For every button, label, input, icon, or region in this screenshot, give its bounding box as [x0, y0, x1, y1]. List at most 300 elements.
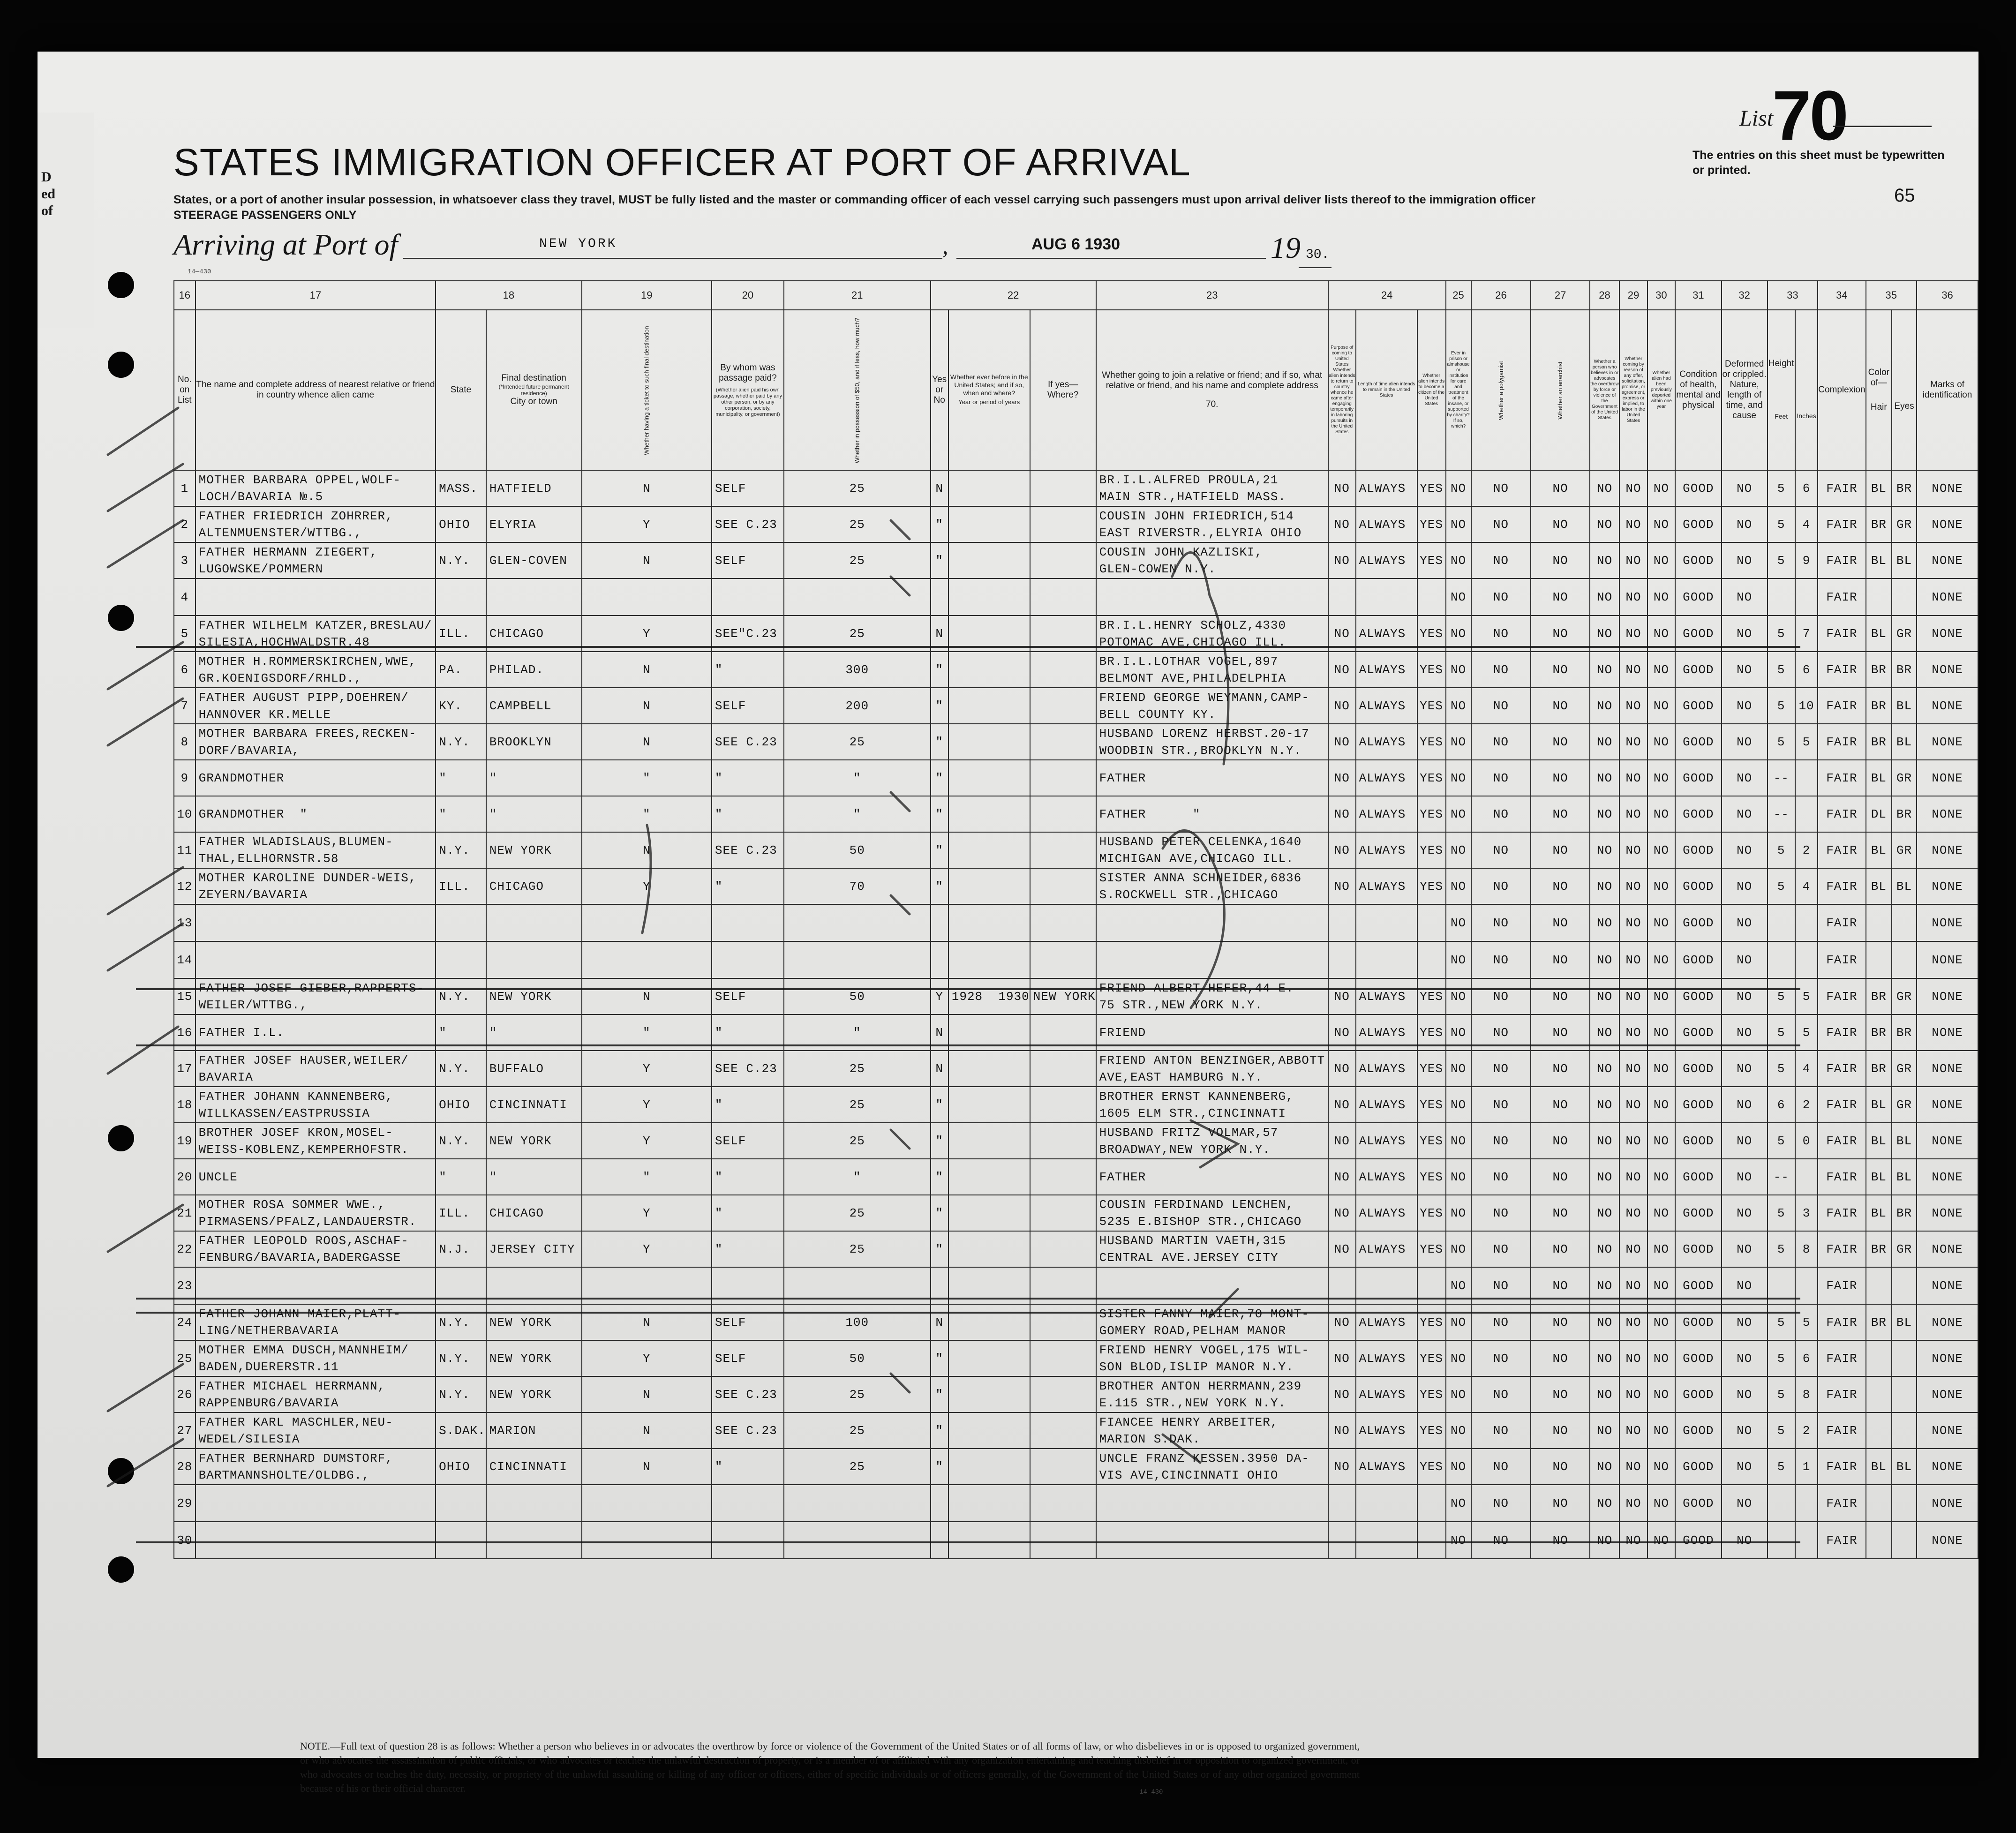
cell-no: 28 [174, 1449, 196, 1485]
header-final-destination: Final destination [501, 373, 566, 383]
cell-p-b [1356, 941, 1417, 978]
cell-ticket: N [582, 542, 712, 578]
cell-marks: NONE [1917, 470, 1978, 506]
cell-money: " [784, 760, 931, 796]
cell-feet: 5 [1768, 868, 1795, 904]
cell-ticket: Y [582, 1087, 712, 1123]
cell-p-a: NO [1328, 1159, 1356, 1195]
colnum: 35 [1866, 281, 1917, 310]
cell-q26: NO [1471, 1051, 1531, 1087]
cell-state [436, 941, 486, 978]
cell-deformed: NO [1722, 724, 1768, 760]
cell-paid [712, 578, 784, 616]
cell-p-c [1417, 904, 1446, 941]
cell-q28: NO [1590, 1231, 1619, 1267]
cell-q25: NO [1446, 941, 1471, 978]
cell-p-b: ALWAYS [1356, 796, 1417, 832]
cell-inches: 5 [1795, 724, 1818, 760]
cell-deformed: NO [1722, 1123, 1768, 1159]
cell-line: LOCH/BAVARIA №.5 [198, 489, 323, 504]
cell-marks: NONE [1917, 1340, 1978, 1376]
cell-p-c [1417, 1485, 1446, 1522]
cell-line: MAIN STR.,HATFIELD MASS. [1099, 489, 1286, 504]
cell-relative-abroad [196, 978, 436, 1014]
cell-inches [1795, 760, 1818, 796]
cell-ticket: " [582, 760, 712, 796]
cell-paid: SELF [712, 1340, 784, 1376]
header-passage-paid [712, 310, 784, 470]
cell-line: MOTHER ROSA SOMMER WWE., [198, 1197, 386, 1212]
cell-paid: " [712, 652, 784, 688]
cell-period [948, 1014, 1030, 1051]
cell-paid: SEE C.23 [712, 832, 784, 868]
cell-line: MOTHER KAROLINE DUNDER-WEIS, [198, 871, 417, 885]
cell-q29: NO [1619, 1522, 1647, 1559]
cell-no: 13 [174, 904, 196, 941]
cell-eyes: BR [1892, 1195, 1917, 1231]
cell-city: HATFIELD [486, 470, 582, 506]
cell-line: FRIEND HENRY VOGEL,175 WIL- [1099, 1343, 1309, 1357]
cell-deformed: NO [1722, 1267, 1768, 1304]
cell-p-b: ALWAYS [1356, 1195, 1417, 1231]
cell-no: 26 [174, 1376, 196, 1412]
cell-complexion: FAIR [1818, 1087, 1866, 1123]
cell-hair: BL [1866, 760, 1892, 796]
cell-marks: NONE [1917, 652, 1978, 688]
cell-period [948, 616, 1030, 652]
cell-where [1030, 941, 1096, 978]
cell-inches [1795, 1267, 1818, 1304]
cell-money: " [784, 1159, 931, 1195]
header-q25: Ever in prison or almshouse or institution for care and treatment of the insane, or supported by charity? If so, which? [1446, 310, 1471, 470]
cell-ticket: Y [582, 1123, 712, 1159]
cell-q25: NO [1446, 470, 1471, 506]
cell-period [948, 1231, 1030, 1267]
cell-p-b: ALWAYS [1356, 760, 1417, 796]
cell-money [784, 1485, 931, 1522]
cell-line: UNCLE [198, 1170, 238, 1184]
cell-line: FATHER FRIEDRICH ZOHRRER, [198, 509, 393, 523]
cell-inches: 2 [1795, 832, 1818, 868]
cell-period [948, 652, 1030, 688]
cell-relative-abroad [196, 652, 436, 688]
cell-hair: BL [1866, 1159, 1892, 1195]
cell-feet: 5 [1768, 1014, 1795, 1051]
cell-city: NEW YORK [486, 1304, 582, 1340]
cell-q26: NO [1471, 904, 1531, 941]
cell-feet: 5 [1768, 1051, 1795, 1087]
header-purpose-a-text: Whether alien intends to return to country whence he came after engaging temporarily in laboring pursuits in the United States [1329, 368, 1355, 435]
cell-joining [1096, 506, 1328, 542]
cell-p-b: ALWAYS [1356, 832, 1417, 868]
cell-hair [1866, 1485, 1892, 1522]
cell-city: NEW YORK [486, 1340, 582, 1376]
header-final-destination-state: State [450, 385, 472, 395]
header-height: Height [1768, 359, 1794, 368]
cell-q29: NO [1619, 1340, 1647, 1376]
cell-state: ILL. [436, 868, 486, 904]
cell-money: 50 [784, 832, 931, 868]
cell-q28: NO [1590, 1304, 1619, 1340]
cell-line: MICHIGAN AVE,CHICAGO ILL. [1099, 851, 1294, 866]
cell-line: BROADWAY,NEW YORK N.Y. [1099, 1142, 1271, 1157]
cell-money [784, 904, 931, 941]
cell-ticket: N [582, 470, 712, 506]
cell-line: FATHER JOHANN KANNENBERG, [198, 1089, 393, 1104]
cell-relative-abroad [196, 941, 436, 978]
cell-line: FATHER JOSEF GIEBER,RAPPERTS- [198, 981, 425, 995]
cell-period [948, 941, 1030, 978]
cell-money: 200 [784, 688, 931, 724]
cell-hair: BL [1866, 868, 1892, 904]
colnum: 19 [582, 281, 712, 310]
cell-q28: NO [1590, 868, 1619, 904]
cell-before: " [931, 506, 948, 542]
header-before-yes-no [931, 310, 948, 470]
cell-money: 300 [784, 652, 931, 688]
cell-eyes: GR [1892, 1087, 1917, 1123]
cell-feet: 5 [1768, 542, 1795, 578]
cell-state: N.Y. [436, 1304, 486, 1340]
header-height-inches [1795, 310, 1818, 470]
cell-paid: SELF [712, 1304, 784, 1340]
cell-line: VIS AVE,CINCINNATI OHIO [1099, 1468, 1279, 1482]
cell-p-c [1417, 1522, 1446, 1559]
cell-line: MOTHER BARBARA FREES,RECKEN- [198, 726, 417, 741]
cell-q29: NO [1619, 724, 1647, 760]
cell-health: GOOD [1675, 978, 1722, 1014]
cell-line: WEISS-KOBLENZ,KEMPERHOFSTR. [198, 1142, 409, 1157]
cell-health: GOOD [1675, 1449, 1722, 1485]
list-label: List [1739, 106, 1774, 131]
cell-q27: NO [1531, 616, 1590, 652]
cell-eyes: GR [1892, 616, 1917, 652]
cell-complexion: FAIR [1818, 1195, 1866, 1231]
cell-period [948, 760, 1030, 796]
cell-marks: NONE [1917, 978, 1978, 1014]
cell-no: 7 [174, 688, 196, 724]
cell-eyes: BL [1892, 542, 1917, 578]
header-marks: Marks of identification [1917, 310, 1978, 470]
cell-q25: NO [1446, 1304, 1471, 1340]
cell-inches [1795, 904, 1818, 941]
cell-relative-abroad [196, 796, 436, 832]
cell-before: N [931, 616, 948, 652]
header-passage-note: (Whether alien paid his own passage, whether paid by any other person, or by any corporation, society, municipality, or government) [713, 387, 782, 417]
cell-q27: NO [1531, 1159, 1590, 1195]
cell-p-a: NO [1328, 1412, 1356, 1449]
table-row [174, 1159, 1978, 1195]
cell-state: N.Y. [436, 1340, 486, 1376]
cell-p-b: ALWAYS [1356, 1449, 1417, 1485]
cell-before: Y [931, 978, 948, 1014]
cell-paid [712, 1522, 784, 1559]
cell-line: MOTHER EMMA DUSCH,MANNHEIM/ [198, 1343, 409, 1357]
table-row [174, 1449, 1978, 1485]
cell-period [948, 1159, 1030, 1195]
cell-city: CHICAGO [486, 616, 582, 652]
cell-q25: NO [1446, 760, 1471, 796]
cell-q26: NO [1471, 1087, 1531, 1123]
cell-where [1030, 688, 1096, 724]
cell-line: FATHER JOHANN MAIER,PLATT- [198, 1307, 401, 1321]
cell-before: N [931, 1051, 948, 1087]
colnum: 22 [931, 281, 1096, 310]
cell-health: GOOD [1675, 1522, 1722, 1559]
cell-complexion: FAIR [1818, 724, 1866, 760]
cell-line: FATHER WLADISLAUS,BLUMEN- [198, 834, 393, 849]
cell-eyes: GR [1892, 506, 1917, 542]
diagonal-pen-mark [108, 1205, 183, 1252]
instructions-line: States, or a port of another insular possession, in whatsoever class they travel, MUST be fully listed and the master or commanding officer of each vessel carrying such passengers must upon arrival deliver lists thereof to the immigration officer [173, 193, 1535, 206]
cell-period [948, 1304, 1030, 1340]
diagonal-pen-mark [108, 464, 183, 511]
cell-p-c: YES [1417, 978, 1446, 1014]
cell-health: GOOD [1675, 760, 1722, 796]
cell-health: GOOD [1675, 1231, 1722, 1267]
cell-line: BR.I.L.LOTHAR VOGEL,897 [1099, 654, 1279, 669]
cell-q25: NO [1446, 904, 1471, 941]
cell-state: N.Y. [436, 724, 486, 760]
cell-before: " [931, 1087, 948, 1123]
cell-marks: NONE [1917, 1522, 1978, 1559]
cell-hair [1866, 1522, 1892, 1559]
cell-state: N.Y. [436, 832, 486, 868]
footnote-form-code: 14—430 [1139, 1788, 1163, 1796]
table-row [174, 1195, 1978, 1231]
cell-p-a [1328, 941, 1356, 978]
cell-q29: NO [1619, 760, 1647, 796]
cell-inches: 8 [1795, 1376, 1818, 1412]
cell-q26: NO [1471, 506, 1531, 542]
cell-before: " [931, 1412, 948, 1449]
cell-hair [1866, 578, 1892, 616]
cell-health: GOOD [1675, 1376, 1722, 1412]
cell-eyes: BL [1892, 1159, 1917, 1195]
stub-line: of [41, 203, 53, 218]
table-row [174, 542, 1978, 578]
cell-q25: NO [1446, 1376, 1471, 1412]
colnum: 23 [1096, 281, 1328, 310]
cell-hair: BL [1866, 542, 1892, 578]
cell-where [1030, 1014, 1096, 1051]
table-row [174, 1014, 1978, 1051]
cell-complexion: FAIR [1818, 542, 1866, 578]
header-before-us: Whether ever before in the United States; and if so, when and where? [950, 373, 1028, 397]
cell-before: " [931, 868, 948, 904]
header-yes-no: Yes or No [932, 375, 947, 405]
cell-period [948, 1051, 1030, 1087]
cell-relative-abroad [196, 578, 436, 616]
cell-line: BAVARIA [198, 1070, 253, 1084]
cell-where [1030, 1376, 1096, 1412]
cell-q27: NO [1531, 904, 1590, 941]
cell-q30: NO [1647, 1340, 1675, 1376]
cell-line: 5235 E.BISHOP STR.,CHICAGO [1099, 1214, 1302, 1229]
cell-complexion: FAIR [1818, 1412, 1866, 1449]
cell-joining [1096, 652, 1328, 688]
cell-relative-abroad [196, 1340, 436, 1376]
cell-feet: 5 [1768, 1376, 1795, 1412]
cell-q25: NO [1446, 1123, 1471, 1159]
adjacent-page-stub [38, 113, 94, 328]
cell-where [1030, 832, 1096, 868]
port-name: NEW YORK [539, 237, 617, 251]
cell-q25: NO [1446, 1231, 1471, 1267]
cell-no: 5 [174, 616, 196, 652]
cell-deformed: NO [1722, 578, 1768, 616]
cell-ticket: N [582, 1376, 712, 1412]
cell-inches: 4 [1795, 506, 1818, 542]
cell-deformed: NO [1722, 506, 1768, 542]
cell-relative-abroad [196, 616, 436, 652]
colnum: 16 [174, 281, 196, 310]
cell-complexion: FAIR [1818, 978, 1866, 1014]
cell-q29: NO [1619, 652, 1647, 688]
cell-city: " [486, 760, 582, 796]
header-height-feet [1768, 310, 1795, 470]
cell-ticket: N [582, 978, 712, 1014]
cell-relative-abroad [196, 724, 436, 760]
cell-where [1030, 1412, 1096, 1449]
year-suffix: 30. [1306, 248, 1330, 262]
cell-where [1030, 1522, 1096, 1559]
cell-city [486, 1485, 582, 1522]
column-headers-row [174, 310, 1978, 470]
cell-q27: NO [1531, 832, 1590, 868]
cell-state: ILL. [436, 616, 486, 652]
cell-ticket: " [582, 796, 712, 832]
cell-no: 10 [174, 796, 196, 832]
table-row [174, 1087, 1978, 1123]
colnum: 32 [1722, 281, 1768, 310]
cell-q29: NO [1619, 1231, 1647, 1267]
cell-q27: NO [1531, 1376, 1590, 1412]
cell-complexion: FAIR [1818, 1014, 1866, 1051]
cell-line: FATHER I.L. [198, 1025, 285, 1040]
cell-eyes [1892, 1412, 1917, 1449]
cell-relative-abroad [196, 760, 436, 796]
cell-before: " [931, 1123, 948, 1159]
cell-p-a: NO [1328, 1087, 1356, 1123]
cell-p-a: NO [1328, 1340, 1356, 1376]
cell-complexion: FAIR [1818, 796, 1866, 832]
cell-where [1030, 760, 1096, 796]
cell-complexion: FAIR [1818, 1159, 1866, 1195]
cell-q25: NO [1446, 1267, 1471, 1304]
cell-marks: NONE [1917, 1267, 1978, 1304]
cell-no: 1 [174, 470, 196, 506]
cell-period [948, 1087, 1030, 1123]
cell-paid: SELF [712, 470, 784, 506]
cell-p-c: YES [1417, 542, 1446, 578]
cell-p-c: YES [1417, 1231, 1446, 1267]
column-numbers-row [174, 281, 1978, 310]
header-joining-text: Whether going to join a relative or friend; and if so, what relative or friend, and his name and complete address [1102, 370, 1323, 391]
cell-inches: 3 [1795, 1195, 1818, 1231]
cell-line: SISTER ANNA SCHNEIDER,6836 [1099, 871, 1302, 885]
cell-p-c: YES [1417, 470, 1446, 506]
cell-relative-abroad [196, 1231, 436, 1267]
cell-period [948, 1376, 1030, 1412]
cell-city: BUFFALO [486, 1051, 582, 1087]
cell-marks: NONE [1917, 1014, 1978, 1051]
cell-money: " [784, 796, 931, 832]
cell-joining [1096, 724, 1328, 760]
cell-inches: 6 [1795, 652, 1818, 688]
cell-q25: NO [1446, 832, 1471, 868]
cell-deformed: NO [1722, 904, 1768, 941]
cell-inches: 6 [1795, 470, 1818, 506]
cell-marks: NONE [1917, 1159, 1978, 1195]
cell-p-a: NO [1328, 796, 1356, 832]
cell-p-c: YES [1417, 1376, 1446, 1412]
colnum: 34 [1818, 281, 1866, 310]
cell-money: 25 [784, 1051, 931, 1087]
cell-line: S.ROCKWELL STR.,CHICAGO [1099, 887, 1279, 902]
cell-hair: BR [1866, 506, 1892, 542]
cell-q27: NO [1531, 1051, 1590, 1087]
cell-money [784, 1522, 931, 1559]
cell-state: KY. [436, 688, 486, 724]
cell-q30: NO [1647, 1412, 1675, 1449]
cell-q26: NO [1471, 1231, 1531, 1267]
cell-hair: DL [1866, 796, 1892, 832]
binder-hole [108, 1125, 134, 1151]
cell-ticket: Y [582, 616, 712, 652]
cell-eyes [1892, 578, 1917, 616]
header-inches: Inches [1797, 412, 1816, 420]
cell-state: OHIO [436, 1449, 486, 1485]
cell-inches: 5 [1795, 978, 1818, 1014]
cell-joining [1096, 578, 1328, 616]
colnum: 18 [436, 281, 581, 310]
cell-q27: NO [1531, 1522, 1590, 1559]
cell-q26: NO [1471, 1159, 1531, 1195]
cell-q29: NO [1619, 506, 1647, 542]
cell-line: FATHER [1099, 771, 1146, 785]
cell-marks: NONE [1917, 1087, 1978, 1123]
cell-health: GOOD [1675, 904, 1722, 941]
cell-p-c [1417, 1267, 1446, 1304]
cell-complexion: FAIR [1818, 760, 1866, 796]
cell-money: 70 [784, 868, 931, 904]
cell-p-b: ALWAYS [1356, 1159, 1417, 1195]
cell-line: HUSBAND PETER CELENKA,1640 [1099, 834, 1302, 849]
cell-ticket: Y [582, 1340, 712, 1376]
cell-p-c: YES [1417, 1051, 1446, 1087]
cell-q30: NO [1647, 652, 1675, 688]
cell-line: BADEN,DUERERSTR.11 [198, 1360, 339, 1374]
cell-feet [1768, 941, 1795, 978]
cell-no: 11 [174, 832, 196, 868]
cell-before: " [931, 1231, 948, 1267]
cell-line: BELMONT AVE,PHILADELPHIA [1099, 671, 1286, 685]
table-row [174, 1051, 1978, 1087]
cell-q27: NO [1531, 724, 1590, 760]
cell-line: ALTENMUENSTER/WTTBG., [198, 526, 362, 540]
cell-q29: NO [1619, 978, 1647, 1014]
cell-joining [1096, 1267, 1328, 1304]
cell-q27: NO [1531, 578, 1590, 616]
cell-q30: NO [1647, 578, 1675, 616]
cell-hair: BL [1866, 616, 1892, 652]
cell-q30: NO [1647, 1159, 1675, 1195]
stub-line: D [41, 169, 52, 185]
cell-city: NEW YORK [486, 832, 582, 868]
header-where: Where? [1047, 390, 1079, 400]
cell-p-b [1356, 1522, 1417, 1559]
